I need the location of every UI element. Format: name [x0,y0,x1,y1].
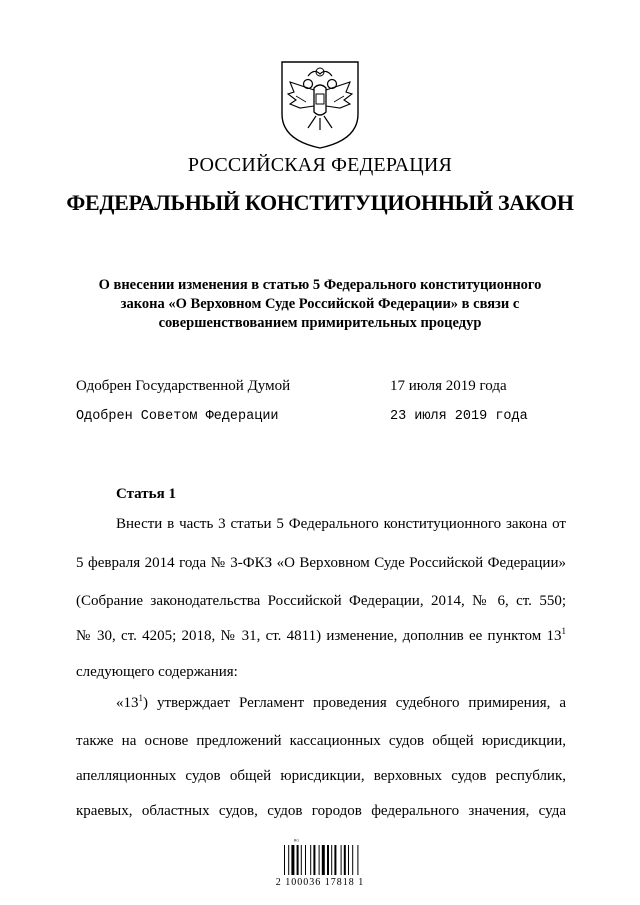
double-headed-eagle-emblem [274,56,366,152]
approval-body: Одобрен Советом Федерации [76,409,279,424]
superscript: 1 [561,626,566,636]
barcode-bars [280,836,360,876]
barcode-number: 2 100036 17818 1 [275,877,365,888]
law-title-line: совершенствованием примирительных процедур [158,315,482,331]
country-name: РОССИЙСКАЯ ФЕДЕРАЦИЯ [187,154,453,176]
law-title-line: О внесении изменения в статью 5 Федерального конституционного [98,277,542,293]
article-heading: Статья 1 [116,486,176,502]
approval-date: 17 июля 2019 года [390,378,507,394]
body-text-segment: № 30, ст. 4205; 2018, № 31, ст. 4811) изменение, дополнив ее пунктом 13 [76,628,562,644]
approval-body: Одобрен Государственной Думой [76,378,291,394]
approval-federation-council [76,409,576,431]
body-text-line: также на основе предложений кассационных судов общей юрисдикции, [76,733,566,749]
law-title [70,276,570,333]
law-title-line: закона «О Верховном Суде Российской Федерации» в связи с [120,296,520,312]
body-text-line: 5 февраля 2014 года № 3-ФКЗ «О Верховном Суде Российской Федерации» [76,555,566,571]
body-text-line: (Собрание законодательства Российской Федерации, 2014, № 6, ст. 550; [76,593,566,609]
body-text-line: Внести в часть 3 статьи 5 Федерального конституционного закона от [116,516,566,532]
body-text-line [76,628,566,645]
body-text-line [76,695,566,712]
body-text-line: краевых, областных судов, судов городов федерального значения, суда [76,803,566,819]
approval-date: 23 июля 2019 года [390,409,528,424]
body-text-segment: «13 [116,695,139,711]
law-type-heading: ФЕДЕРАЛЬНЫЙ КОНСТИТУЦИОННЫЙ ЗАКОН [66,190,574,215]
body-text-line: следующего содержания: [76,664,238,680]
body-text-line: апелляционных судов общей юрисдикции, верховных судов республик, [76,768,566,784]
superscript: 1 [138,693,143,703]
body-text-segment: ) утверждает Регламент проведения судебного примирения, а [143,695,566,711]
svg-text:ᴿᴳ: ᴿᴳ [294,839,300,845]
approval-state-duma [76,378,576,400]
